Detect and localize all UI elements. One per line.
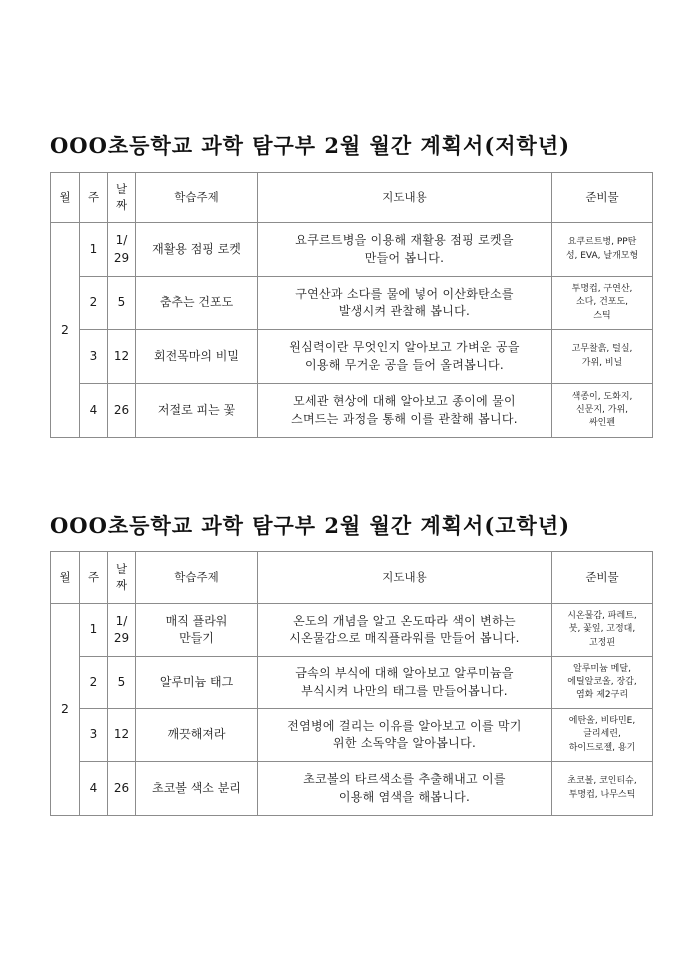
topic-cell: 초코볼 색소 분리	[136, 762, 258, 816]
content-line2: 부식시켜 나만의 태그를 만들어봅니다.	[301, 683, 508, 698]
week-cell: 3	[80, 709, 108, 762]
content-line2: 위한 소독약을 알아봅니다.	[332, 736, 477, 750]
plan-table-lower-grade	[50, 172, 653, 438]
header-month: 월	[51, 173, 80, 223]
prep-cell	[552, 709, 653, 762]
prep-cell	[552, 330, 653, 384]
table-row	[51, 277, 653, 330]
prep-cell	[552, 384, 653, 438]
header-content: 지도내용	[258, 552, 552, 604]
table-header-row	[51, 552, 653, 604]
month-cell: 2	[51, 604, 80, 816]
content-line2: 만들어 봅니다.	[364, 250, 445, 265]
header-date-line1: 날	[115, 181, 128, 196]
week-cell: 4	[80, 762, 108, 816]
content-cell	[258, 384, 552, 438]
content-line1: 요쿠르트병을 이용해 재활용 점핑 로켓을	[295, 233, 514, 248]
content-cell	[258, 330, 552, 384]
prep-cell	[552, 604, 653, 657]
content-cell	[258, 657, 552, 709]
topic-cell: 알루미늄 태그	[136, 657, 258, 709]
table-row	[51, 604, 653, 657]
content-cell	[258, 709, 552, 762]
header-week: 주	[80, 552, 108, 604]
date-cell: 5	[108, 657, 136, 709]
content-line1: 온도의 개념을 알고 온도따라 색이 변하는	[293, 613, 516, 628]
week-cell: 3	[80, 330, 108, 384]
month-cell: 2	[51, 223, 80, 438]
date-line1: 1/	[115, 613, 128, 628]
prep-line1: 요쿠르트병, PP탄	[567, 237, 637, 248]
table-row	[51, 709, 653, 762]
prep-line2: 신문지, 가위,	[575, 404, 629, 415]
header-date	[108, 552, 136, 604]
prep-cell	[552, 223, 653, 277]
plan-title-lower-grade: OOO초등학교 과학 탐구부 2월 월간 계획서(저학년)	[50, 133, 571, 158]
table-row	[51, 384, 653, 438]
date-cell: 26	[108, 762, 136, 816]
date-cell	[108, 604, 136, 657]
prep-cell	[552, 762, 653, 816]
header-topic: 학습주제	[136, 173, 258, 223]
prep-line3: 염화 제2구리	[575, 690, 629, 701]
content-cell	[258, 277, 552, 330]
content-line2: 스며드는 과정을 통해 이를 관찰해 봅니다.	[291, 411, 518, 426]
prep-line1: 시온물감, 파레트,	[567, 611, 637, 622]
date-line1: 1/	[115, 233, 128, 248]
content-line2: 발생시켜 관찰해 봅니다.	[338, 304, 471, 318]
table-row	[51, 223, 653, 277]
topic-cell	[136, 223, 258, 277]
prep-line1: 투명컵, 구연산,	[571, 284, 633, 295]
header-prep: 준비물	[552, 552, 653, 604]
topic-cell: 저절로 피는 꽃	[136, 384, 258, 438]
prep-line2: 성, EVA, 날개모형	[565, 250, 639, 261]
week-cell: 2	[80, 657, 108, 709]
header-prep: 준비물	[552, 173, 653, 223]
topic-cell: 춤추는 건포도	[136, 277, 258, 330]
table-row	[51, 657, 653, 709]
topic-line1: 매직 플라워	[165, 613, 228, 628]
week-cell: 4	[80, 384, 108, 438]
prep-line3: 하이드로젤, 용기	[568, 742, 636, 753]
content-line1: 초코볼의 타르색소를 추출해내고 이를	[303, 772, 506, 787]
header-date-line1: 날	[115, 561, 128, 576]
content-cell	[258, 604, 552, 657]
prep-line2: 소다, 건포도,	[575, 297, 629, 308]
prep-line2: 가위, 비닐	[581, 357, 623, 368]
week-cell: 1	[80, 223, 108, 277]
prep-line1: 고무찰흙, 털실,	[571, 344, 633, 355]
header-month: 월	[51, 552, 80, 604]
prep-line1: 초코볼, 코인티슈,	[567, 776, 637, 787]
table-row	[51, 330, 653, 384]
header-date-line2: 짜	[115, 197, 128, 212]
prep-line2: 에틸알코올, 장갑,	[567, 676, 637, 687]
content-line1: 모세관 현상에 대해 알아보고 종이에 물이	[293, 394, 516, 409]
topic-cell: 회전목마의 비밀	[136, 330, 258, 384]
prep-line3: 스틱	[593, 310, 611, 321]
prep-line3: 고정핀	[588, 637, 616, 648]
date-cell: 26	[108, 384, 136, 438]
week-cell: 2	[80, 277, 108, 330]
content-line1: 원심력이란 무엇인지 알아보고 가벼운 공을	[289, 340, 520, 355]
content-line2: 이용해 염색을 해봅니다.	[338, 789, 471, 804]
date-line2: 29	[113, 250, 130, 265]
week-cell: 1	[80, 604, 108, 657]
content-cell	[258, 223, 552, 277]
header-date-line2: 짜	[115, 577, 128, 592]
date-cell: 12	[108, 330, 136, 384]
table-row	[51, 762, 653, 816]
topic-cell	[136, 604, 258, 657]
header-topic: 학습주제	[136, 552, 258, 604]
content-cell	[258, 762, 552, 816]
content-line1: 구연산과 소다를 물에 넣어 이산화탄소를	[295, 286, 514, 301]
plan-title-upper-grade: OOO초등학교 과학 탐구부 2월 월간 계획서(고학년)	[50, 513, 571, 538]
table-header-row	[51, 173, 653, 223]
prep-cell	[552, 657, 653, 709]
content-line2: 이용해 무거운 공을 들어 올려봅니다.	[305, 357, 504, 372]
content-line2: 시온물감으로 매직플라워를 만들어 봅니다.	[289, 631, 520, 645]
prep-line2: 붓, 꽃잎, 고정대,	[568, 624, 636, 635]
prep-line1: 에탄올, 비타민E,	[568, 716, 636, 727]
date-cell: 12	[108, 709, 136, 762]
header-date	[108, 173, 136, 223]
header-week: 주	[80, 173, 108, 223]
plan-table-upper-grade	[50, 551, 653, 816]
prep-line1: 색종이, 도화지,	[571, 391, 633, 402]
topic-line2: 만들기	[179, 631, 214, 645]
content-line1: 금속의 부식에 대해 알아보고 알루미늄을	[295, 666, 514, 681]
prep-line1: 알루미늄 메달,	[573, 663, 631, 674]
content-line1: 전염병에 걸리는 이유를 알아보고 이를 막기	[287, 718, 522, 733]
prep-line3: 싸인펜	[588, 418, 616, 429]
date-line2: 29	[113, 631, 130, 645]
prep-cell	[552, 277, 653, 330]
header-content: 지도내용	[258, 173, 552, 223]
prep-line2: 투명컵, 나무스틱	[568, 789, 636, 800]
date-cell: 5	[108, 277, 136, 330]
prep-line2: 글리세린,	[583, 729, 621, 740]
topic-cell: 깨끗해져라	[136, 709, 258, 762]
date-cell	[108, 223, 136, 277]
topic-line1: 재활용 점핑 로켓	[152, 241, 241, 256]
